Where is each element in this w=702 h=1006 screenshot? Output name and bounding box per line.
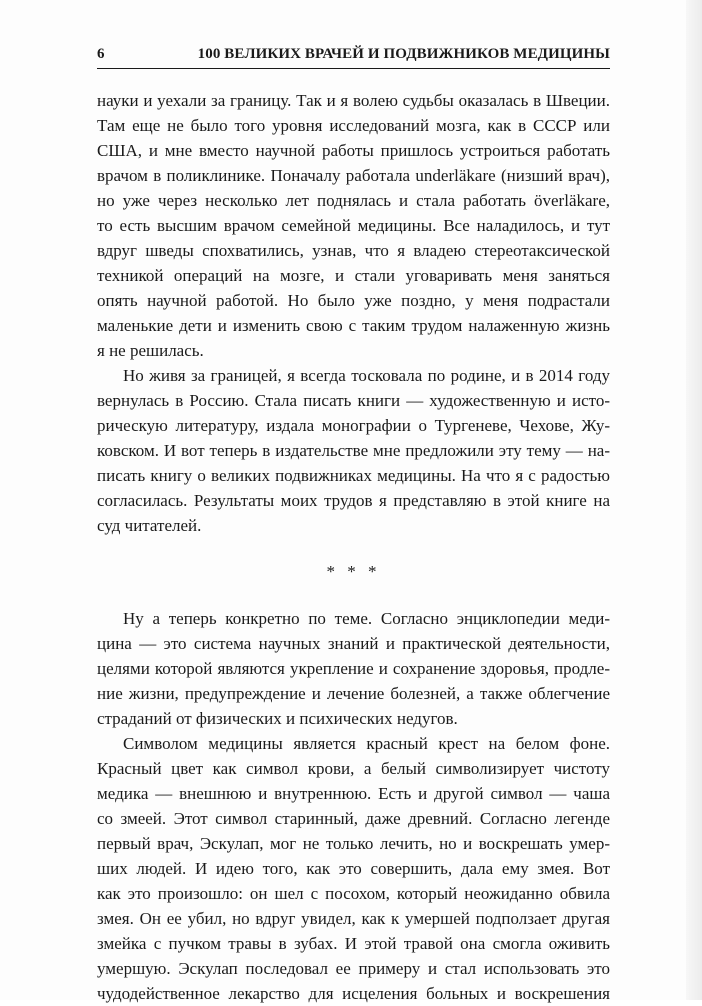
running-title: 100 ВЕЛИКИХ ВРАЧЕЙ И ПОДВИЖНИКОВ МЕДИЦИНЫ	[197, 46, 610, 62]
paragraph	[97, 88, 610, 363]
text-line: врачом в поликлинике. Поначалу работала underläkare (низший врач),	[97, 166, 610, 185]
text-line: как это произошло: он шел с посохом, который неожиданно обвила	[97, 884, 610, 903]
text-line: писать книгу о великих подвижниках медицины. На что я с радостью	[97, 466, 610, 485]
text-line: целями которой являются укрепление и сохранение здоровья, продле-	[97, 659, 610, 678]
text-line: змея. Он ее убил, но вдруг увидел, как к умершей подползает другая	[97, 909, 610, 928]
text-line: цина — это система научных знаний и практической деятельности,	[97, 634, 610, 653]
text-line: первый врач, Эскулап, мог не только лечить, но и воскрешать умер-	[97, 834, 610, 853]
body-text	[97, 88, 610, 1006]
running-header	[97, 44, 610, 64]
text-line: ших людей. И идею того, как это совершить, дала ему змея. Вот	[97, 859, 610, 878]
text-line: США, и мне вместо научной работы пришлось устроиться работать	[97, 141, 610, 160]
page-edge-shadow	[686, 0, 702, 1000]
text-line: то есть высшим врачом семейной медицины. Все наладилось, и тут	[97, 216, 610, 235]
text-line: маленькие дети и изменить свою с таким трудом налаженную жизнь	[97, 316, 610, 335]
paragraph	[97, 606, 610, 731]
text-line: Красный цвет как символ крови, а белый символизирует чистоту	[97, 759, 610, 778]
page-number: 6	[97, 46, 105, 62]
text-line: я не решилась.	[97, 341, 204, 360]
paragraph	[97, 731, 610, 1006]
text-line: умершую. Эскулап последовал ее примеру и стал использовать это	[97, 959, 610, 978]
text-line: но уже через несколько лет поднялась и стала работать överläkare,	[97, 191, 610, 210]
text-line: Но живя за границей, я всегда тосковала по родине, и в 2014 году	[123, 366, 610, 385]
text-line: опять научной работой. Но было уже поздно, у меня подрастали	[97, 291, 610, 310]
paragraph	[97, 363, 610, 538]
text-line: Там еще не было того уровня исследований мозга, как в СССР или	[97, 116, 610, 135]
text-line: вернулась в Россию. Стала писать книги — художественную и исто-	[97, 391, 610, 410]
text-line: Ну а теперь конкретно по теме. Согласно энциклопедии меди-	[123, 609, 610, 628]
text-line: Символом медицины является красный крест на белом фоне.	[123, 734, 610, 753]
text-line: страданий от физических и психических недугов.	[97, 709, 458, 728]
section-break: * * *	[326, 562, 381, 581]
text-line: чудодейственное лекарство для исцеления больных и воскрешения	[97, 984, 610, 1003]
text-line: рическую литературу, издала монографии о Тургеневе, Чехове, Жу-	[97, 416, 610, 435]
text-line: вдруг шведы спохватились, узнав, что я владею стереотаксической	[97, 241, 610, 260]
text-line: суд читателей.	[97, 516, 202, 535]
text-line: науки и уехали за границу. Так и я волею судьбы оказалась в Швеции.	[97, 91, 610, 110]
text-line: со змеей. Этот символ старинный, даже древний. Согласно легенде	[97, 809, 610, 828]
text-line: ковском. И вот теперь в издательстве мне предложили эту тему — на-	[97, 441, 610, 460]
text-line: ние жизни, предупреждение и лечение болезней, а также облегчение	[97, 684, 610, 703]
text-line: медика — внешнюю и внутреннюю. Есть и другой символ — чаша	[97, 784, 610, 803]
text-line: змейка с пучком травы в зубах. И этой травой она смогла оживить	[97, 934, 610, 953]
header-rule	[97, 68, 610, 69]
text-line: согласилась. Результаты моих трудов я представляю в этой книге на	[97, 491, 610, 510]
text-line: техникой операций на мозге, и стали уговаривать меня заняться	[97, 266, 610, 285]
